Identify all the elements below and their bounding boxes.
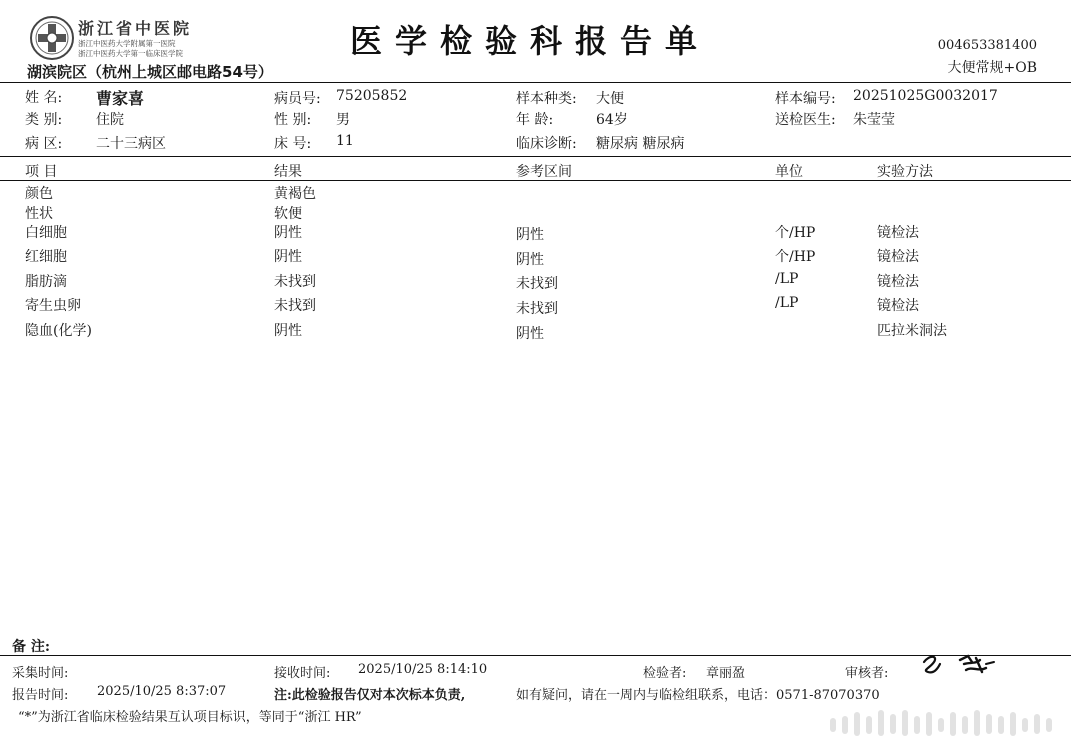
diagnosis-label: 临床诊断:: [516, 136, 577, 152]
row-unit: /LP: [775, 271, 799, 287]
barcode-number: 004653381400: [937, 38, 1037, 53]
row-item: 白细胞: [25, 225, 67, 241]
row-result: 未找到: [274, 298, 316, 314]
doctor: 朱莹莹: [853, 112, 895, 128]
logo-subtitle-2: 浙江中医药大学第一临床医学院: [78, 49, 183, 58]
row-unit: /LP: [775, 295, 799, 311]
bed: 11: [336, 133, 354, 149]
watermark-wave-icon: [830, 706, 1060, 740]
row-method: 镜检法: [877, 298, 919, 314]
row-reference: 阴性: [516, 252, 544, 268]
record-label: 病员号:: [274, 91, 321, 107]
ward-label: 病 区:: [25, 136, 63, 152]
header-divider: [0, 82, 1071, 83]
branch-address: 湖滨院区（杭州上城区邮电路54号）: [27, 63, 273, 81]
receive-time: 2025/10/25 8:14:10: [358, 662, 488, 677]
remarks-label: 备 注:: [12, 639, 51, 655]
row-method: 镜检法: [877, 274, 919, 290]
row-unit: 个/HP: [775, 249, 816, 265]
sample-type: 大便: [596, 91, 624, 107]
row-result: 未找到: [274, 274, 316, 290]
sample-type-label: 样本种类:: [516, 91, 577, 107]
report-title: 医学检验科报告单: [350, 22, 711, 60]
info-divider: [0, 156, 1071, 157]
row-method: 镜检法: [877, 225, 919, 241]
age-label: 年 龄:: [516, 112, 554, 128]
row-result: 阴性: [274, 225, 302, 241]
tester-label: 检验者:: [643, 666, 687, 681]
row-method: 镜检法: [877, 249, 919, 265]
row-item: 红细胞: [25, 249, 67, 265]
logo-hospital-name: 浙江省中医院: [78, 19, 193, 38]
collect-time-label: 采集时间:: [12, 666, 69, 681]
age: 64岁: [596, 112, 628, 128]
ward: 二十三病区: [96, 136, 166, 152]
row-item: 性状: [25, 206, 53, 222]
gender: 男: [336, 112, 350, 128]
category: 住院: [96, 112, 124, 128]
row-reference: 阴性: [516, 326, 544, 342]
row-item: 隐血(化学): [25, 323, 92, 339]
reviewer-label: 审核者:: [845, 666, 889, 681]
table-header-divider: [0, 180, 1071, 181]
sample-no-label: 样本编号:: [775, 91, 836, 107]
row-result: 阴性: [274, 249, 302, 265]
test-name: 大便常规+OB: [947, 60, 1037, 76]
gender-label: 性 别:: [274, 112, 312, 128]
mutual-recognition-note: “*”为浙江省临床检验结果互认项目标识，等同于“浙江 HR”: [18, 710, 362, 725]
notice-bold: 注:此检验报告仅对本次标本负责,: [274, 688, 466, 703]
diagnosis: 糖尿病 糖尿病: [596, 136, 685, 152]
doctor-label: 送检医生:: [775, 112, 836, 128]
report-time-label: 报告时间:: [12, 688, 69, 703]
tester: 章丽盈: [706, 666, 746, 681]
patient-name: 曹家喜: [96, 89, 145, 108]
category-label: 类 别:: [25, 112, 63, 128]
row-item: 颜色: [25, 186, 53, 202]
header-method: 实验方法: [877, 164, 933, 180]
record-no: 75205852: [336, 88, 408, 104]
receive-time-label: 接收时间:: [274, 666, 331, 681]
row-reference: 未找到: [516, 301, 558, 317]
notice-rest: 如有疑问，请在一周内与临检组联系，电话：0571-87070370: [516, 688, 880, 703]
header-unit: 单位: [775, 164, 803, 180]
header-reference: 参考区间: [516, 164, 572, 180]
header-item: 项 目: [25, 164, 58, 180]
name-label: 姓 名:: [25, 90, 63, 106]
row-reference: 未找到: [516, 276, 558, 292]
row-item: 寄生虫卵: [25, 298, 81, 314]
report-time: 2025/10/25 8:37:07: [97, 684, 227, 699]
row-result: 黄褐色: [274, 186, 316, 202]
header-result: 结果: [274, 164, 302, 180]
row-item: 脂肪滴: [25, 274, 67, 290]
row-method: 匹拉米洞法: [877, 323, 947, 339]
logo-subtitle-1: 浙江中医药大学附属第一医院: [78, 39, 176, 48]
sample-no: 20251025G0032017: [853, 88, 998, 104]
bed-label: 床 号:: [274, 136, 312, 152]
hospital-logo-icon: [28, 14, 78, 62]
row-unit: 个/HP: [775, 225, 816, 241]
reviewer-signature-icon: [920, 650, 1000, 678]
row-reference: 阴性: [516, 227, 544, 243]
row-result: 软便: [274, 206, 302, 222]
footer-divider: [0, 655, 1071, 656]
row-result: 阴性: [274, 323, 302, 339]
